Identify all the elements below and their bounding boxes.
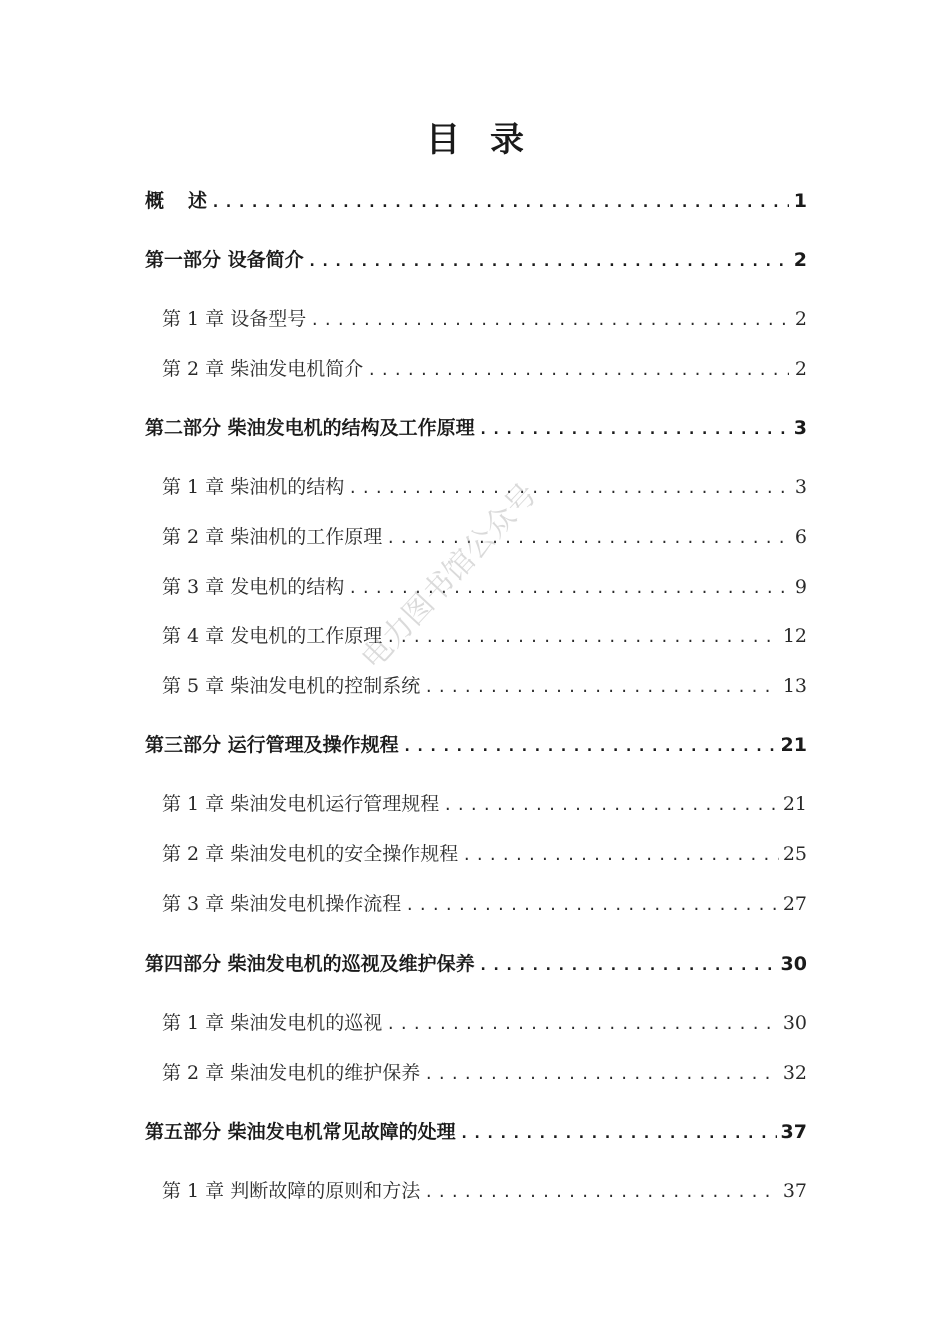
- toc-page-number: 2: [793, 249, 807, 271]
- toc-entry-part2-ch2[interactable]: [162, 522, 807, 552]
- toc-label-overview-b: 述: [188, 190, 208, 212]
- toc-leader-dots: [367, 355, 789, 384]
- toc-label: 第 2 章 柴油发电机的安全操作规程: [162, 843, 459, 865]
- toc-entry-part-5[interactable]: [145, 1117, 807, 1147]
- toc-page-number: 30: [780, 953, 807, 975]
- toc-leader-dots: [403, 731, 777, 760]
- toc-page-number: 9: [794, 576, 807, 598]
- toc-label: 第 1 章 柴油发电机运行管理规程: [162, 793, 440, 815]
- toc-label: 第一部分 设备简介: [145, 249, 304, 271]
- toc-label: 第 5 章 柴油发电机的控制系统: [162, 675, 421, 697]
- toc-leader-dots: [424, 1177, 779, 1206]
- toc-leader-dots: [310, 305, 789, 334]
- toc-leader-dots: [405, 890, 779, 919]
- title-char-1: 目: [426, 120, 460, 160]
- toc-entry-part-2[interactable]: [145, 413, 807, 443]
- toc-entry-part-4[interactable]: [145, 949, 807, 979]
- toc-page-number: 3: [794, 476, 807, 498]
- toc-label: 第 3 章 发电机的结构: [162, 576, 345, 598]
- toc-leader-dots: [348, 573, 789, 602]
- toc-leader-dots: [386, 622, 779, 651]
- toc-page-number: 3: [793, 417, 807, 439]
- toc-leader-dots: [443, 790, 779, 819]
- toc-label: 第 1 章 判断故障的原则和方法: [162, 1180, 421, 1202]
- toc-leader-dots: [479, 414, 789, 443]
- toc-entry-part1-ch1[interactable]: [162, 304, 807, 334]
- toc-page-number: 2: [794, 358, 807, 380]
- toc-page-number: 25: [782, 843, 807, 865]
- toc-leader-dots: [462, 840, 779, 869]
- toc-page-number: 2: [794, 308, 807, 330]
- toc-leader-dots: [211, 187, 789, 216]
- title-char-2: 录: [490, 120, 524, 160]
- toc-entry-part-3[interactable]: [145, 730, 807, 760]
- toc-page-number: 32: [782, 1062, 807, 1084]
- toc-label: 第 1 章 设备型号: [162, 308, 307, 330]
- toc-leader-dots: [308, 246, 789, 275]
- toc-leader-dots: [386, 523, 789, 552]
- toc-label: 第四部分 柴油发电机的巡视及维护保养: [145, 953, 475, 975]
- toc-entry-part2-ch5[interactable]: [162, 671, 807, 701]
- toc-entry-part1-ch2[interactable]: [162, 354, 807, 384]
- toc-page-number: 21: [782, 793, 807, 815]
- page-title: [0, 112, 950, 168]
- toc-page-number: 21: [780, 734, 807, 756]
- toc-page-number: 13: [782, 675, 807, 697]
- toc-entry-part3-ch1[interactable]: [162, 789, 807, 819]
- toc-entry-part3-ch2[interactable]: [162, 839, 807, 869]
- toc-entry-part4-ch1[interactable]: [162, 1008, 807, 1038]
- toc-leader-dots: [479, 950, 777, 979]
- toc-page-number: 37: [782, 1180, 807, 1202]
- watermark-text: 电力图书馆公众号: [354, 476, 545, 677]
- toc-label: 第 1 章 柴油机的结构: [162, 476, 345, 498]
- toc-leader-dots: [460, 1118, 777, 1147]
- toc-page-number: 27: [782, 893, 807, 915]
- toc-label: 第 3 章 柴油发电机操作流程: [162, 893, 402, 915]
- toc-entry-part2-ch3[interactable]: [162, 572, 807, 602]
- toc-label: 第 2 章 柴油机的工作原理: [162, 526, 383, 548]
- toc-label: 第二部分 柴油发电机的结构及工作原理: [145, 417, 475, 439]
- toc-page-number: 6: [794, 526, 807, 548]
- toc-label-overview-a: 概: [145, 190, 165, 212]
- toc-label: 第 4 章 发电机的工作原理: [162, 625, 383, 647]
- toc-page-number: 30: [782, 1012, 807, 1034]
- toc-entry-part-1[interactable]: [145, 245, 807, 275]
- toc-page-number: 12: [782, 625, 807, 647]
- toc-page-number: 37: [780, 1121, 807, 1143]
- toc-label: 第五部分 柴油发电机常见故障的处理: [145, 1121, 456, 1143]
- toc-label: 第 1 章 柴油发电机的巡视: [162, 1012, 383, 1034]
- toc-entry-overview[interactable]: [145, 186, 807, 216]
- toc-label: 第 2 章 柴油发电机简介: [162, 358, 364, 380]
- toc-leader-dots: [424, 672, 779, 701]
- toc-entry-part2-ch1[interactable]: [162, 472, 807, 502]
- toc-entry-part4-ch2[interactable]: [162, 1058, 807, 1088]
- toc-leader-dots: [424, 1059, 779, 1088]
- toc-label: 第三部分 运行管理及操作规程: [145, 734, 399, 756]
- toc-leader-dots: [348, 473, 789, 502]
- toc-page-number: 1: [793, 190, 807, 212]
- toc-entry-part2-ch4[interactable]: [162, 621, 807, 651]
- toc-entry-part5-ch1[interactable]: [162, 1176, 807, 1206]
- toc-label: 第 2 章 柴油发电机的维护保养: [162, 1062, 421, 1084]
- toc-entry-part3-ch3[interactable]: [162, 889, 807, 919]
- toc-leader-dots: [386, 1009, 779, 1038]
